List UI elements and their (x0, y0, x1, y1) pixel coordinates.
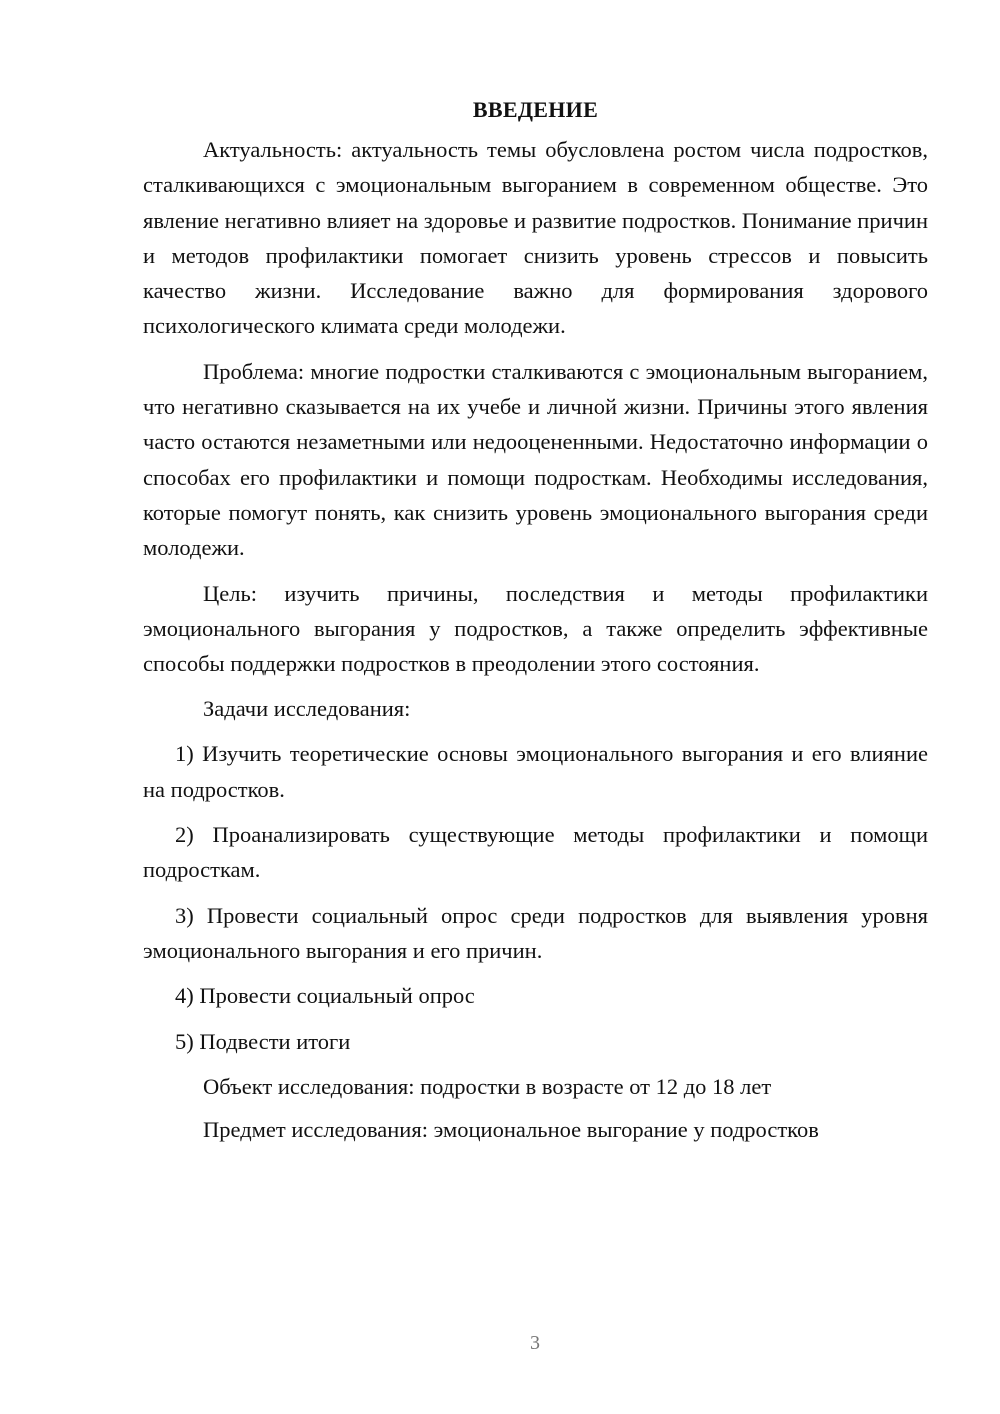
page-number: 3 (530, 1332, 540, 1354)
tasks-heading: Задачи исследования: (203, 696, 411, 722)
task-item: 5) Подвести итоги (175, 1028, 351, 1054)
research-object: Объект исследования: подростки в возрасте от 12 до 18 лет (203, 1073, 772, 1099)
task-item: 1) Изучить теоретические основы эмоционального выгорания и его влияние на подростков. (143, 741, 928, 802)
page-body (143, 92, 928, 1155)
task-item: 3) Провести социальный опрос среди подростков для выявления уровня эмоционального выгорания и его причин. (143, 902, 928, 963)
problem-paragraph: Проблема: многие подростки сталкиваются с эмоциональным выгоранием, что негативно сказывается на их учебе и личной жизни. Причины этого явления часто остаются незаметными или недооцененными. Недостаточно информации о способах его профилактики и помощи подросткам. Необходимы исследования, которые помогут понять, как снизить уровень эмоционального выгорания среди молодежи. (143, 358, 928, 561)
goal-paragraph: Цель: изучить причины, последствия и методы профилактики эмоционального выгорания у подростков, а также определить эффективные способы поддержки подростков в преодолении этого состояния. (143, 580, 928, 677)
research-subject: Предмет исследования: эмоциональное выгорание у подростков (203, 1116, 819, 1142)
task-item: 2) Проанализировать существующие методы профилактики и помощи подросткам. (143, 822, 928, 883)
task-item: 4) Провести социальный опрос (175, 983, 475, 1009)
page-title: ВВЕДЕНИЕ (472, 97, 599, 122)
relevance-paragraph: Актуальность: актуальность темы обусловлена ростом числа подростков, сталкивающихся с эмоциональным выгоранием в современном обществе. Это явление негативно влияет на здоровье и развитие подростков. Понимание причин и методов профилактики помогает снизить уровень стрессов и повысить качество жизни. Исследование важно для формирования здорового психологического климата среди молодежи. (143, 137, 928, 339)
